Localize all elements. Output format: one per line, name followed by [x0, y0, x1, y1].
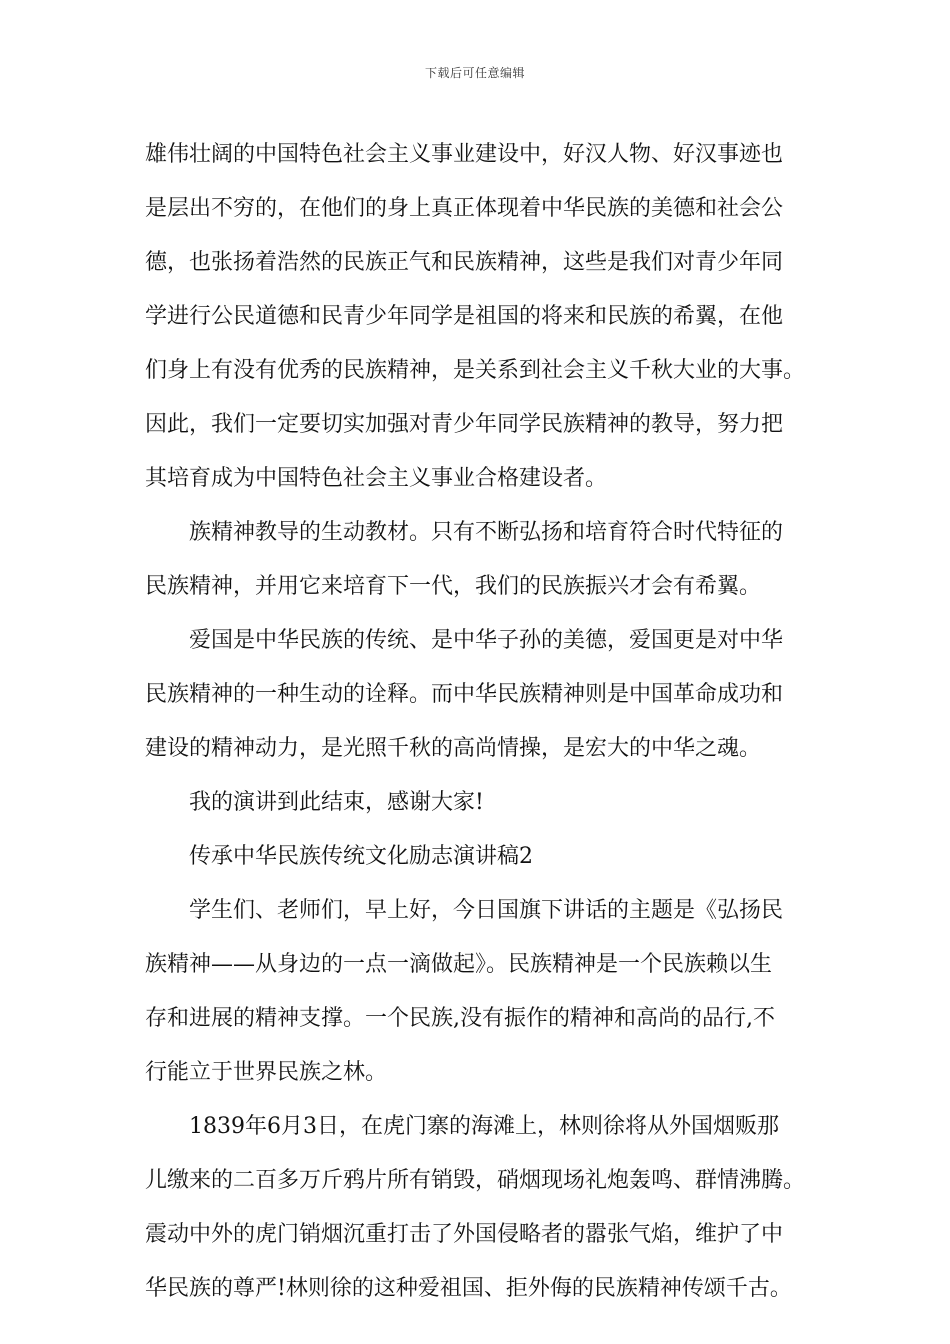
- paragraph-start-line: 学生们、老师们，早上好，今日国旗下讲话的主题是《弘扬民: [189, 898, 784, 923]
- document-body: [145, 128, 810, 1316]
- text-line: 震动中外的虎门销烟沉重打击了外国侵略者的嚣张气焰，维护了中: [145, 1222, 784, 1247]
- text-line: 民族精神的一种生动的诠释。而中华民族精神则是中国革命成功和: [145, 682, 784, 707]
- text-line: 是层出不穷的，在他们的身上真正体现着中华民族的美德和社会公: [145, 196, 784, 221]
- paragraph-start-line: 爱国是中华民族的传统、是中华子孙的美德，爱国更是对中华: [189, 628, 784, 653]
- page-header: 下载后可任意编辑: [424, 66, 525, 80]
- text-line: 存和进展的精神支撑。一个民族,没有振作的精神和高尚的品行,不: [145, 1006, 775, 1031]
- paragraph-start-line: 族精神教导的生动教材。只有不断弘扬和培育符合时代特征的: [189, 520, 784, 545]
- text-line: 德，也张扬着浩然的民族正气和民族精神，这些是我们对青少年同: [145, 250, 784, 275]
- paragraph-start-line: 1839年6月3日，在虎门寨的海滩上，林则徐将从外国烟贩那: [189, 1114, 779, 1139]
- section-title: 传承中华民族传统文化励志演讲稿2: [189, 844, 533, 869]
- text-line: 其培育成为中国特色社会主义事业合格建设者。: [145, 466, 608, 491]
- text-line: 因此，我们一定要切实加强对青少年同学民族精神的教导，努力把: [145, 412, 784, 437]
- text-line: 民族精神，并用它来培育下一代，我们的民族振兴才会有希翼。: [145, 574, 762, 599]
- text-line: 族精神——从身边的一点一滴做起》。民族精神是一个民族赖以生: [145, 952, 773, 977]
- text-line: 儿缴来的二百多万斤鸦片所有销毁，硝烟现场礼炮轰鸣、群情沸腾。: [145, 1168, 806, 1193]
- text-line: 学进行公民道德和民青少年同学是祖国的将来和民族的希翼，在他: [145, 304, 784, 329]
- text-line: 雄伟壮阔的中国特色社会主义事业建设中，好汉人物、好汉事迹也: [145, 142, 784, 167]
- closing-line: 我的演讲到此结束，感谢大家!: [189, 790, 484, 815]
- text-line: 行能立于世界民族之林。: [145, 1060, 388, 1085]
- text-line: 建设的精神动力，是光照千秋的高尚情操，是宏大的中华之魂。: [145, 736, 762, 761]
- text-line: 华民族的尊严!林则徐的这种爱祖国、拒外侮的民族精神传颂千古。: [145, 1276, 792, 1301]
- text-line: 们身上有没有优秀的民族精神，是关系到社会主义千秋大业的大事。: [145, 358, 806, 383]
